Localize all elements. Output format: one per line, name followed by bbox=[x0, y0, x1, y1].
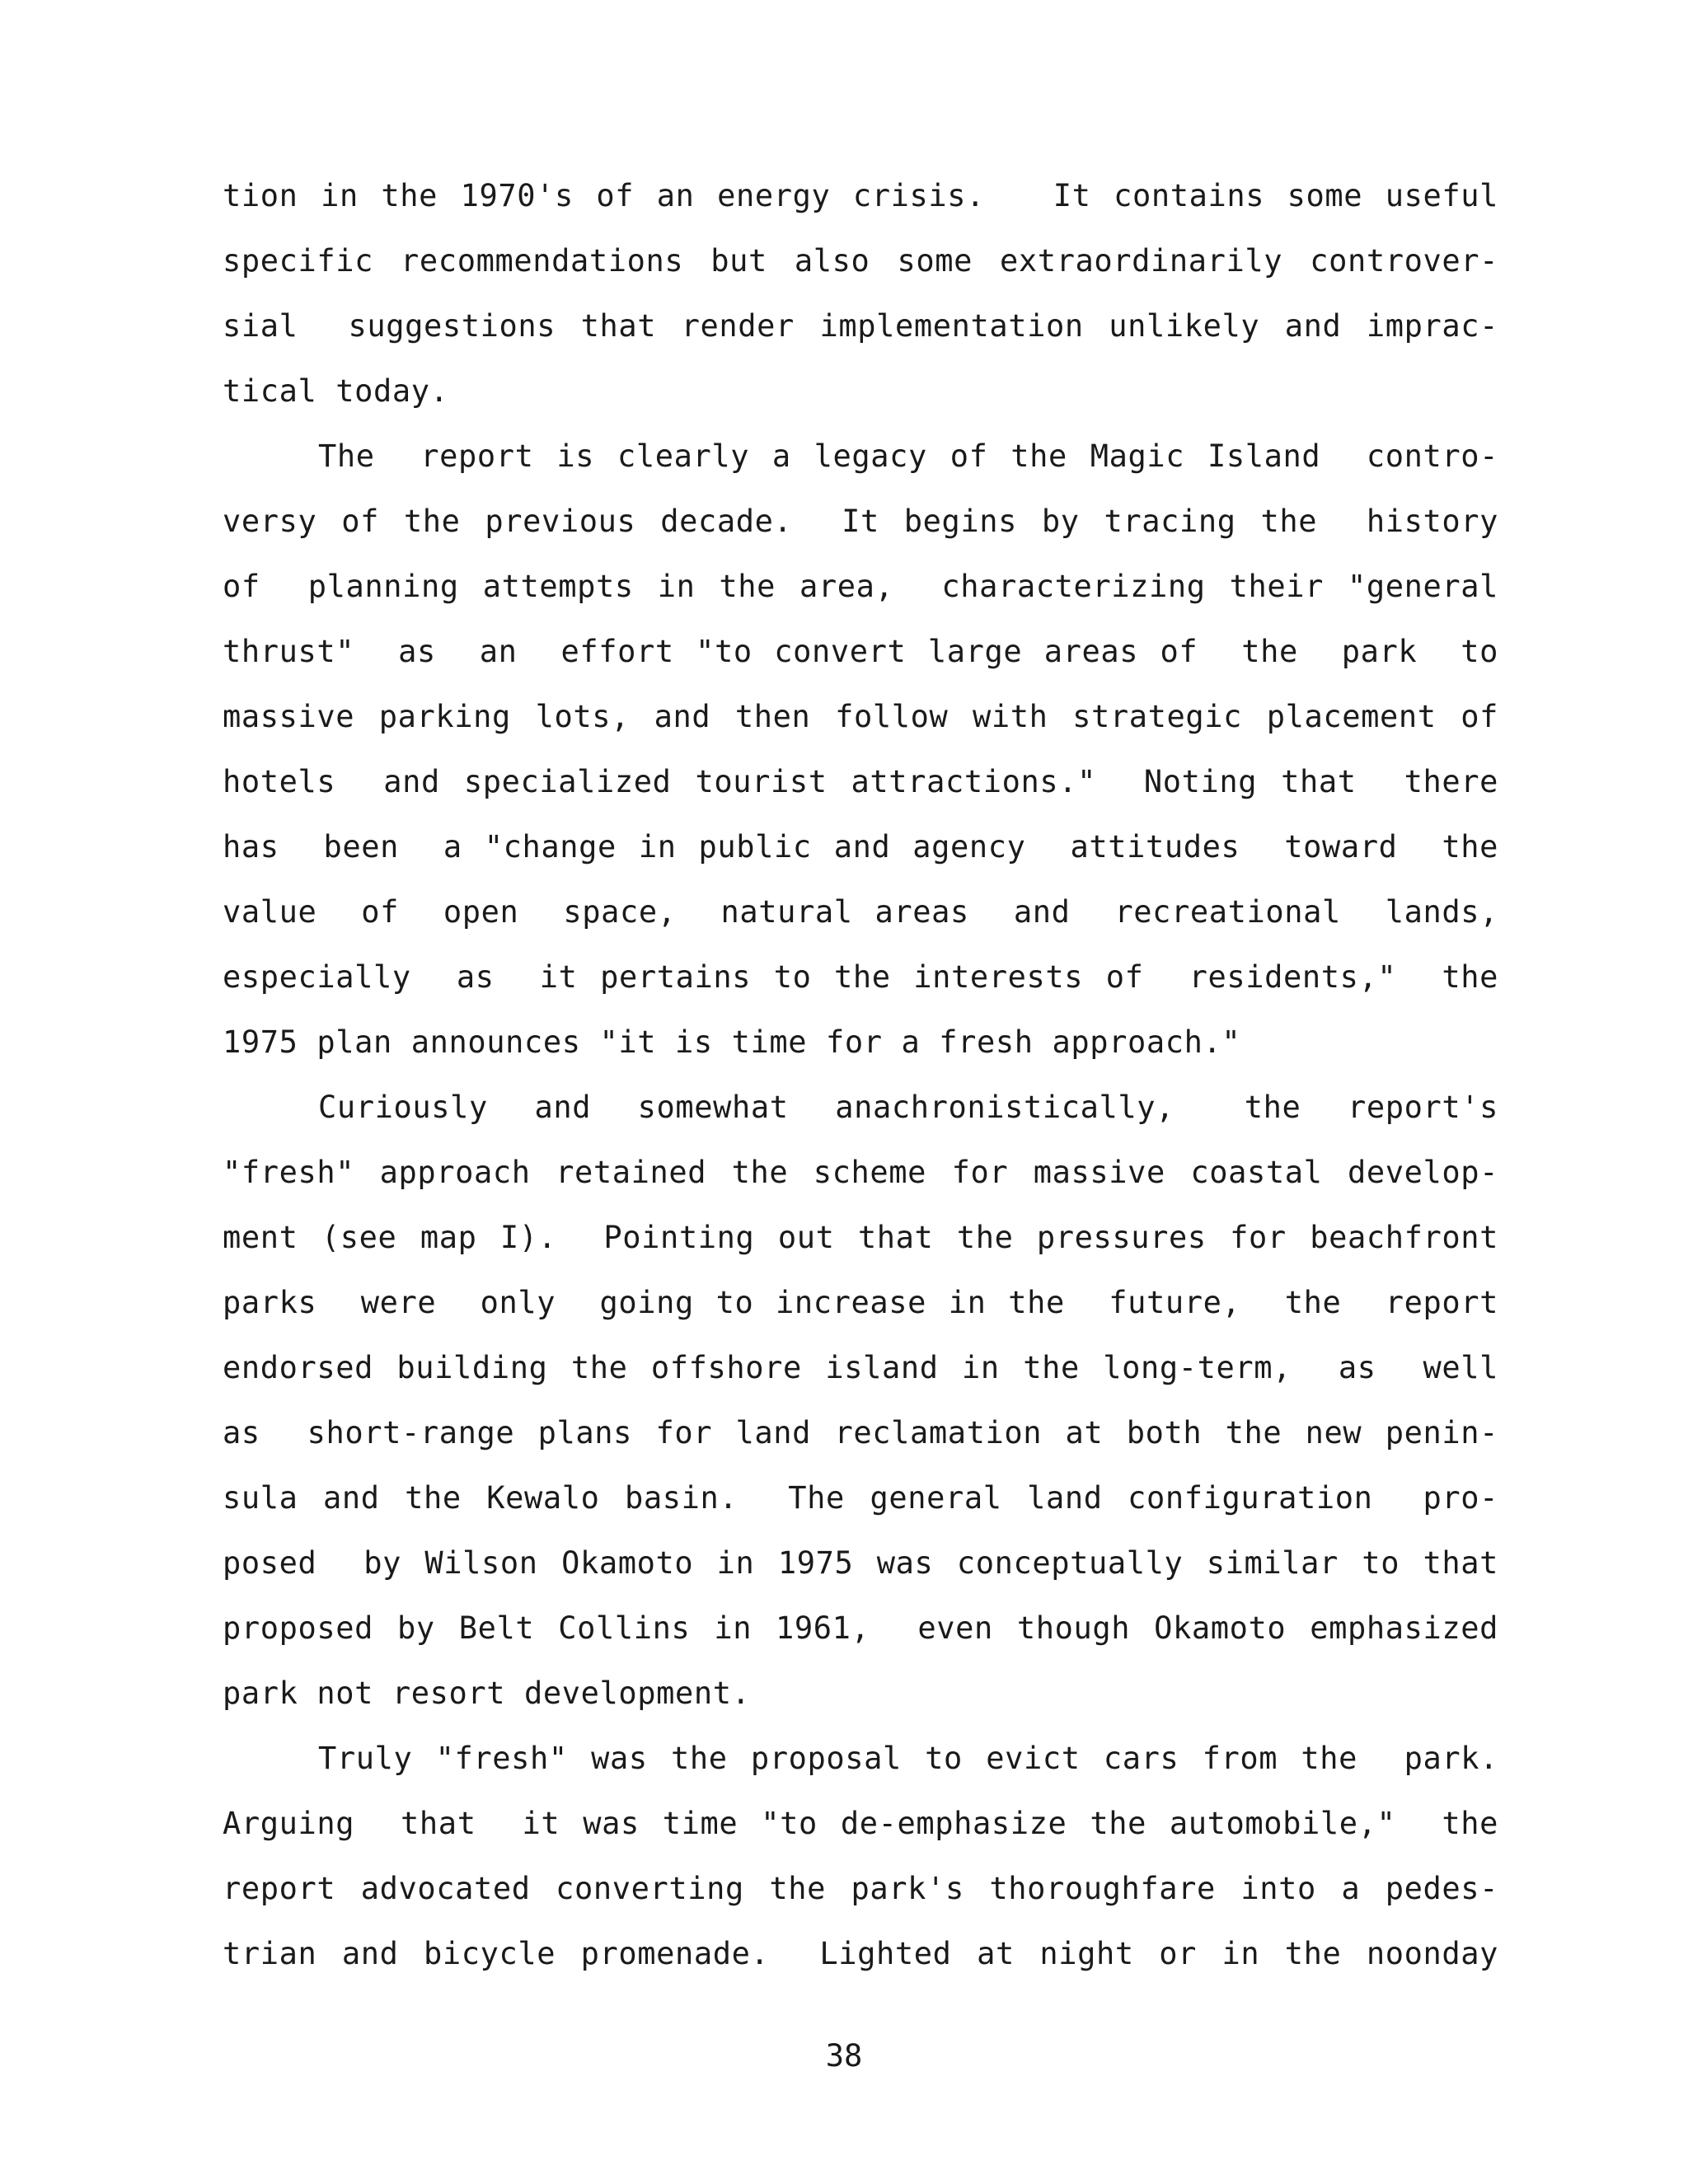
text-line: thrust" as an effort "to convert large areas of the park to bbox=[223, 634, 1498, 669]
text-line: sial suggestions that render implementation unlikely and imprac- bbox=[223, 308, 1498, 344]
text-line: Arguing that it was time "to de-emphasize the automobile," the bbox=[223, 1806, 1498, 1841]
text-line: as short-range plans for land reclamation at both the new penin- bbox=[223, 1415, 1498, 1451]
text-line: value of open space, natural areas and recreational lands, bbox=[223, 894, 1498, 930]
text-line: especially as it pertains to the interests of residents," the bbox=[223, 959, 1498, 995]
text-line: Truly "fresh" was the proposal to evict cars from the park. bbox=[318, 1741, 1498, 1776]
text-line: ment (see map I). Pointing out that the pressures for beachfront bbox=[223, 1220, 1498, 1255]
text-line: sula and the Kewalo basin. The general land configuration pro- bbox=[223, 1480, 1498, 1516]
text-line: endorsed building the offshore island in the long-term, as well bbox=[223, 1350, 1498, 1385]
text-line: of planning attempts in the area, characterizing their "general bbox=[223, 569, 1498, 604]
text-line: 1975 plan announces "it is time for a fresh approach." bbox=[223, 1024, 1241, 1060]
text-line: proposed by Belt Collins in 1961, even though Okamoto emphasized bbox=[223, 1610, 1498, 1646]
text-line: report advocated converting the park's thoroughfare into a pedes- bbox=[223, 1871, 1498, 1906]
text-line: trian and bicycle promenade. Lighted at night or in the noonday bbox=[223, 1936, 1498, 1971]
text-line: has been a "change in public and agency attitudes toward the bbox=[223, 829, 1498, 865]
text-line: Curiously and somewhat anachronistically, the report's bbox=[318, 1090, 1498, 1125]
text-line: tion in the 1970's of an energy crisis. It contains some useful bbox=[223, 178, 1498, 213]
text-line: The report is clearly a legacy of the Magic Island contro- bbox=[318, 438, 1498, 474]
text-line: park not resort development. bbox=[223, 1675, 751, 1711]
text-line: versy of the previous decade. It begins by tracing the history bbox=[223, 504, 1498, 539]
text-line: parks were only going to increase in the future, the report bbox=[223, 1285, 1498, 1320]
text-line: posed by Wilson Okamoto in 1975 was conceptually similar to that bbox=[223, 1545, 1498, 1581]
text-line: massive parking lots, and then follow with strategic placement of bbox=[223, 699, 1498, 734]
page-number: 38 bbox=[825, 2038, 863, 2074]
text-line: tical today. bbox=[223, 373, 449, 409]
text-line: specific recommendations but also some extraordinarily controver- bbox=[223, 243, 1498, 279]
text-line: hotels and specialized tourist attractions." Noting that there bbox=[223, 764, 1498, 799]
text-line: "fresh" approach retained the scheme for massive coastal develop- bbox=[223, 1155, 1498, 1190]
